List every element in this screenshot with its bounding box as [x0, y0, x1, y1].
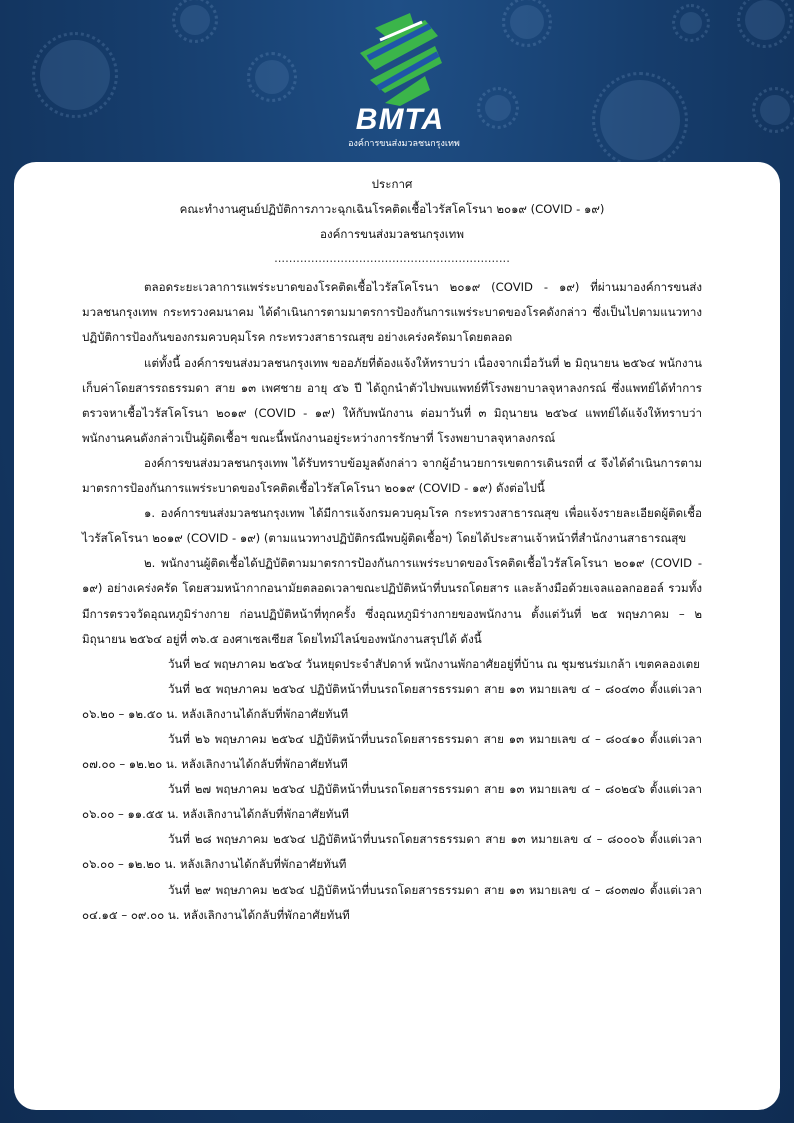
virus-icon	[760, 95, 790, 125]
brand-subtitle: องค์การขนส่งมวลชนกรุงเทพ	[348, 139, 460, 149]
document-title: ประกาศ	[371, 177, 413, 191]
paragraph-4: ๑. องค์การขนส่งมวลชนกรุงเทพ ได้มีการแจ้งกรมควบคุมโรค กระทรวงสาธารณสุข เพื่อแจ้งรายละเอียดผู้ติดเชื้อไวรัสโคโรนา ๒๐๑๙ (COVID - ๑๙) (ตามแนวทางปฏิบัติกรณีพบผู้ติดเชื้อฯ) โดยได้ประสานเจ้าหน้าที่สำนักงานสาธารณสุข	[82, 506, 702, 546]
brand-name: BMTA	[355, 103, 445, 136]
virus-icon	[745, 0, 785, 40]
timeline-item: วันที่ ๒๙ พฤษภาคม ๒๕๖๔ ปฏิบัติหน้าที่บนรถโดยสารธรรมดา สาย ๑๓ หมายเลข ๔ – ๘๐๓๗๐ ตั้งแต่เวลา ๐๔.๑๕ – ๐๙.๐๐ น. หลังเลิกงานได้กลับที่พักอาศัยทันที	[82, 882, 702, 922]
virus-icon	[485, 95, 511, 121]
document-subtitle: คณะทำงานศูนย์ปฏิบัติการภาวะฉุกเฉินโรคติดเชื้อไวรัสโคโรนา ๒๐๑๙ (COVID - ๑๙)	[179, 202, 605, 217]
timeline-item: วันที่ ๒๔ พฤษภาคม ๒๕๖๔ วันหยุดประจำสัปดาห์ พนักงานพักอาศัยอยู่ที่บ้าน ณ ชุมชนร่มเกล้า เขตคลองเตย	[168, 656, 700, 671]
virus-icon	[180, 5, 210, 35]
paragraph-2: แต่ทั้งนี้ องค์การขนส่งมวลชนกรุงเทพ ขออภัยที่ต้องแจ้งให้ทราบว่า เนื่องจากเมื่อวันที่ ๒ มิถุนายน ๒๕๖๔ พนักงานเก็บค่าโดยสารรถธรรมดา สาย ๑๓ เพศชาย อายุ ๕๖ ปี ได้ถูกนำตัวไปพบแพทย์ที่โรงพยาบาลจุหาลงกรณ์ ซึ่งแพทย์ได้ทำการตรวจหาเชื้อไวรัสโคโรนา ๒๐๑๙ (COVID - ๑๙) ให้กับพนักงาน ต่อมาวันที่ ๓ มิถุนายน ๒๕๖๔ แพทย์ได้แจ้งให้ทราบว่าพนักงานคนดังกล่าวเป็นผู้ติดเชื้อฯ ขณะนี้พนักงานอยู่ระหว่างการรักษาที่ โรงพยาบาลจุหาลงกรณ์	[82, 355, 702, 445]
timeline-item: วันที่ ๒๗ พฤษภาคม ๒๕๖๔ ปฏิบัติหน้าที่บนรถโดยสารธรรมดา สาย ๑๓ หมายเลข ๔ – ๘๐๒๔๖ ตั้งแต่เวลา ๐๖.๐๐ – ๑๑.๕๕ น. หลังเลิกงานได้กลับที่พักอาศัยทันที	[82, 782, 702, 822]
timeline-item: วันที่ ๒๖ พฤษภาคม ๒๕๖๔ ปฏิบัติหน้าที่บนรถโดยสารธรรมดา สาย ๑๓ หมายเลข ๔ – ๘๐๔๑๐ ตั้งแต่เวลา ๐๗.๐๐ – ๑๒.๒๐ น. หลังเลิกงานได้กลับที่พักอาศัยทันที	[82, 731, 702, 772]
virus-icon	[255, 60, 289, 94]
bmta-logo	[330, 8, 470, 153]
document-organization: องค์การขนส่งมวลชนกรุงเทพ	[320, 227, 464, 242]
virus-icon	[510, 5, 544, 39]
paragraph-1: ตลอดระยะเวลาการแพร่ระบาดของโรคติดเชื้อไวรัสโคโรนา ๒๐๑๙ (COVID - ๑๙) ที่ผ่านมาองค์การขนส่งมวลชนกรุงเทพ กระทรวงคมนาคม ได้ดำเนินการตามมาตรการป้องกันการแพร่ระบาดของโรคดังกล่าว ซึ่งเป็นไปตามแนวทางปฏิบัติการป้องกันของกรมควบคุมโรค กระทรวงสาธารณสุข อย่างเคร่งครัดมาโดยตลอด	[82, 280, 702, 345]
timeline-item: วันที่ ๒๕ พฤษภาคม ๒๕๖๔ ปฏิบัติหน้าที่บนรถโดยสารธรรมดา สาย ๑๓ หมายเลข ๔ – ๘๐๔๓๐ ตั้งแต่เวลา ๐๖.๒๐ – ๑๒.๕๐ น. หลังเลิกงานได้กลับที่พักอาศัยทันที	[82, 681, 702, 721]
virus-icon	[600, 80, 680, 160]
divider-dots: ................................................................	[274, 251, 510, 266]
paragraph-3: องค์การขนส่งมวลชนกรุงเทพ ได้รับทราบข้อมูลดังกล่าว จากผู้อำนวยการเขตการเดินรถที่ ๔ จึงได้ดำเนินการตามมาตรการป้องกันการแพร่ระบาดของโรคติดเชื้อไวรัสโคโรนา ๒๐๑๙ (COVID - ๑๙) ดังต่อไปนี้	[82, 455, 702, 496]
bmta-emblem-icon	[330, 8, 470, 108]
virus-icon	[680, 12, 702, 34]
virus-icon	[40, 40, 110, 110]
timeline-item: วันที่ ๒๘ พฤษภาคม ๒๕๖๔ ปฏิบัติหน้าที่บนรถโดยสารธรรมดา สาย ๑๓ หมายเลข ๔ – ๘๐๐๐๖ ตั้งแต่เวลา ๐๖.๐๐ – ๑๒.๒๐ น. หลังเลิกงานได้กลับที่พักอาศัยทันที	[82, 832, 702, 872]
announcement-document	[82, 172, 702, 928]
paragraph-5: ๒. พนักงานผู้ติดเชื้อได้ปฏิบัติตามมาตรการป้องกันการแพร่ระบาดของโรคติดเชื้อไวรัสโคโรนา ๒๐๑๙ (COVID - ๑๙) อย่างเคร่งครัด โดยสวมหน้ากากอนามัยตลอดเวลาขณะปฏิบัติหน้าที่บนรถโดยสาร และล้างมือด้วยเจลแอลกอฮอล์ รวมทั้ง มีการตรวจวัดอุณหภูมิร่างกาย ก่อนปฏิบัติหน้าที่ทุกครั้ง ซึ่งอุณหภูมิร่างกายของพนักงาน ตั้งแต่วันที่ ๒๕ พฤษภาคม – ๒ มิถุนายน ๒๕๖๔ อยู่ที่ ๓๖.๕ องศาเซลเซียส โดยไทม์ไลน์ของพนักงานสรุปได้ ดังนี้	[82, 556, 702, 646]
